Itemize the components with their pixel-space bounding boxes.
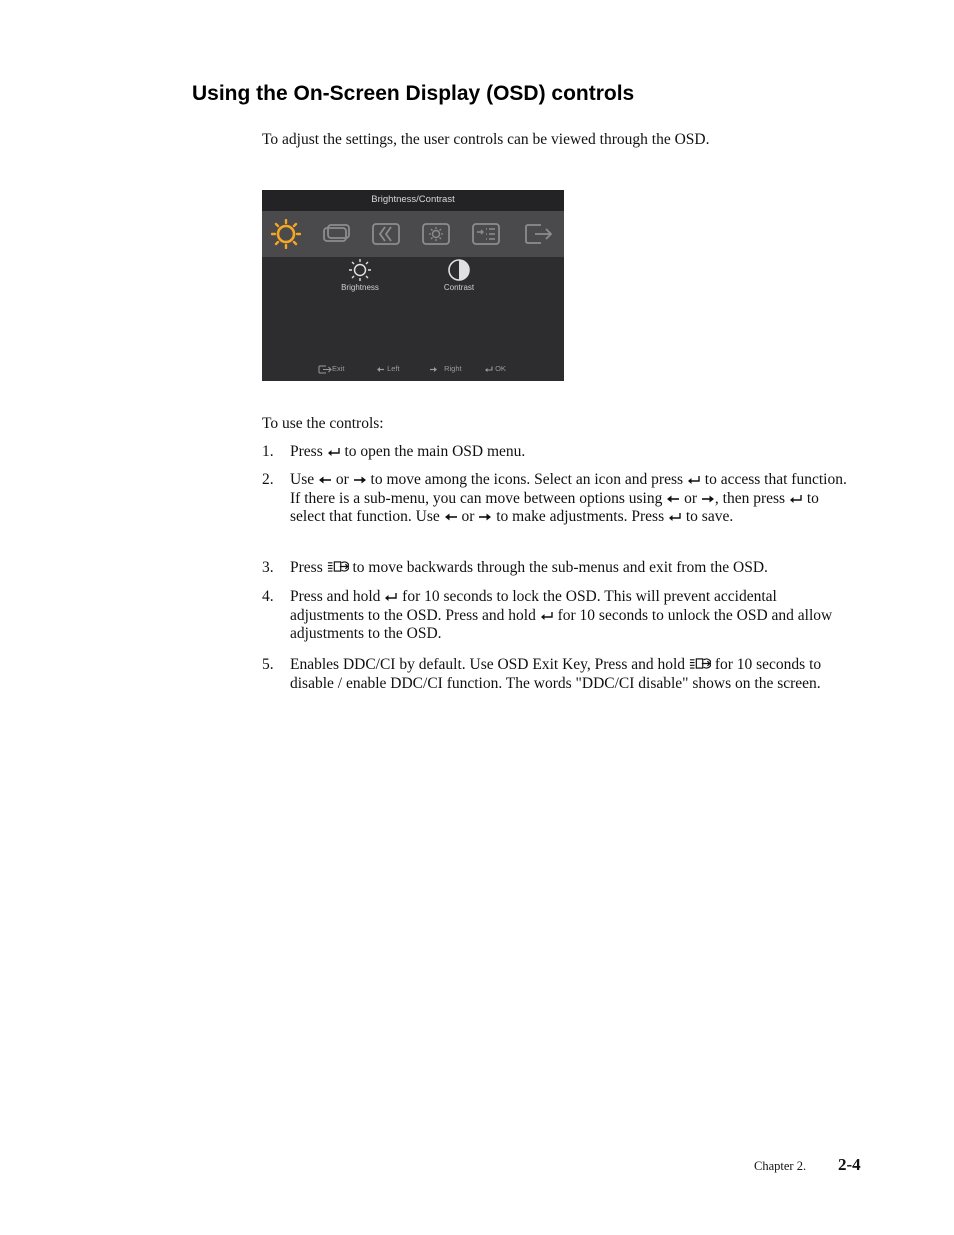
step-text: Press and hold for 10 seconds to lock the OSD. This will prevent accidental adjustments to the OSD. Press and hold for 10 seconds to unlock the OSD and allow adjustments to the OSD. xyxy=(290,588,833,642)
image-position-icon[interactable] xyxy=(321,219,351,249)
osd-sub-item-brightness[interactable] xyxy=(320,257,400,292)
osd-sub-item-label: Brightness xyxy=(341,283,379,292)
osd-menu-screenshot xyxy=(262,190,564,381)
left-arrow-icon xyxy=(318,475,332,485)
step-number: 3. xyxy=(262,559,274,576)
intro-paragraph: To adjust the settings, the user controls can be viewed through the OSD. xyxy=(262,131,710,148)
step-text: Press to move backwards through the sub-menus and exit from the OSD. xyxy=(290,559,768,576)
step-text: Enables DDC/CI by default. Use OSD Exit Key, Press and hold for 10 seconds to disable / enable DDC/CI function. The words "DDC/CI disable" shows on the screen. xyxy=(290,656,822,692)
right-arrow-icon xyxy=(701,494,715,504)
brightness-contrast-icon[interactable] xyxy=(271,219,301,249)
contrast-icon xyxy=(447,258,471,282)
step-number: 5. xyxy=(262,656,274,673)
footer-chapter: Chapter 2. xyxy=(754,1159,807,1173)
image-setup-icon[interactable] xyxy=(371,219,401,249)
list-item xyxy=(262,471,852,527)
enter-icon xyxy=(327,447,341,457)
osd-key-legend xyxy=(262,364,564,378)
brightness-icon xyxy=(348,258,372,282)
page-number: 2-4 xyxy=(838,1155,861,1174)
step-number: 2. xyxy=(262,471,274,488)
options-icon[interactable] xyxy=(471,219,501,249)
osd-key-left: Left xyxy=(376,364,400,373)
exit-key-icon xyxy=(318,365,332,374)
enter-icon xyxy=(668,512,682,522)
page-heading: Using the On-Screen Display (OSD) controls xyxy=(192,82,635,105)
right-arrow-icon xyxy=(478,512,492,522)
osd-key-exit: Exit xyxy=(318,364,345,374)
osd-key-right: Right xyxy=(429,364,462,373)
instructions-lead: To use the controls: xyxy=(262,415,384,432)
list-item xyxy=(262,443,852,462)
enter-icon xyxy=(484,366,493,373)
step-number: 4. xyxy=(262,588,274,605)
step-text: Press to open the main OSD menu. xyxy=(290,443,526,460)
list-item xyxy=(262,588,852,644)
osd-title: Brightness/Contrast xyxy=(262,190,564,211)
enter-icon xyxy=(540,611,554,621)
step-number: 1. xyxy=(262,443,274,460)
left-arrow-icon xyxy=(444,512,458,522)
osd-sub-item-label: Contrast xyxy=(443,283,475,292)
enter-icon xyxy=(789,494,803,504)
osd-icon-bar xyxy=(262,211,564,257)
osd-key-ok: OK xyxy=(484,364,506,373)
exit-icon[interactable] xyxy=(523,219,553,249)
enter-icon xyxy=(384,592,398,602)
osd-sub-item-contrast[interactable] xyxy=(419,257,499,292)
right-arrow-icon xyxy=(429,366,438,373)
exit-key-icon xyxy=(327,560,349,573)
left-arrow-icon xyxy=(666,494,680,504)
enter-icon xyxy=(687,475,701,485)
list-item xyxy=(262,559,852,578)
step-text: Use or to move among the icons. Select an icon and press to access that function. If there is a sub-menu, you can move between options using or , then press to select that function. Use or to make adjustments. Press to save. xyxy=(290,471,847,525)
right-arrow-icon xyxy=(353,475,367,485)
image-properties-icon[interactable] xyxy=(421,219,451,249)
left-arrow-icon xyxy=(376,366,385,373)
list-item xyxy=(262,656,852,693)
exit-key-icon xyxy=(689,657,711,670)
